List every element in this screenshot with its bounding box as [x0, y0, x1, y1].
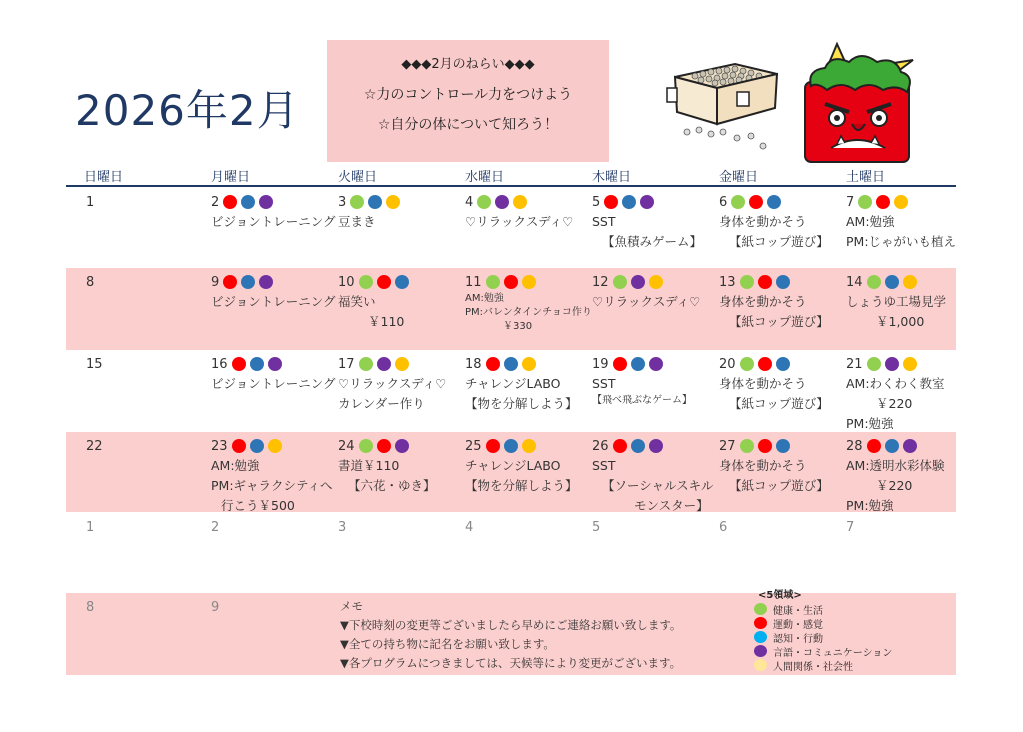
legend-dot — [754, 603, 767, 615]
day-number: 18 — [465, 356, 482, 372]
memo-heading: メモ — [340, 599, 363, 613]
day-header — [338, 192, 464, 212]
day-cell — [211, 354, 337, 394]
domain-dot-purple — [377, 357, 391, 371]
day-number: 3 — [338, 194, 347, 210]
domain-dot-red — [867, 439, 881, 453]
day-number: 26 — [592, 438, 609, 454]
domain-dot-green — [858, 195, 872, 209]
day-cell — [338, 192, 464, 232]
domain-dot-red — [486, 357, 500, 371]
legend-dot — [754, 659, 767, 671]
domain-dot-purple — [649, 357, 663, 371]
memo-line: ▼全ての持ち物に記名をお願い致します。 — [340, 637, 555, 651]
domain-dot-red — [876, 195, 890, 209]
monthly-goals-box — [327, 40, 609, 162]
event-text: 【紙コップ遊び】 — [729, 478, 829, 493]
day-cell — [86, 517, 212, 537]
day-number: 8 — [86, 599, 95, 615]
event-text: ♡リラックスディ♡ — [338, 376, 447, 391]
day-cell — [719, 272, 845, 332]
day-cell — [465, 192, 591, 232]
day-header — [465, 517, 591, 537]
day-header — [338, 517, 464, 537]
domain-dot-red — [749, 195, 763, 209]
day-number: 4 — [465, 194, 474, 210]
domain-dot-red — [377, 275, 391, 289]
domain-dot-green — [740, 439, 754, 453]
domain-dot-green — [477, 195, 491, 209]
domain-dot-yellow — [395, 357, 409, 371]
day-header — [465, 272, 591, 292]
day-cell — [465, 517, 591, 537]
event-text: 【紙コップ遊び】 — [729, 396, 829, 411]
week-row — [66, 350, 956, 430]
day-number: 2 — [211, 519, 220, 535]
legend-dot — [754, 645, 767, 657]
goal-line-2: ☆自分の体について知ろう！ — [377, 117, 559, 133]
day-cell — [86, 597, 212, 617]
domain-dot-green — [731, 195, 745, 209]
day-number: 7 — [846, 194, 855, 210]
day-cell — [719, 192, 845, 252]
legend-item: 人間関係・社会性 — [754, 658, 892, 672]
domain-dot-green — [350, 195, 364, 209]
day-cell — [338, 436, 464, 496]
day-header — [846, 517, 972, 537]
domain-dot-red — [232, 357, 246, 371]
event-text: ￥330 — [503, 321, 533, 332]
legend-item: 健康・生活 — [754, 602, 892, 616]
page-title: 2026年2月 — [75, 86, 300, 135]
day-header — [465, 436, 591, 456]
day-cell — [211, 597, 337, 617]
event-text: ￥220 — [876, 478, 913, 493]
domain-dot-green — [740, 275, 754, 289]
goals-heading: ◆◆◆2月のねらい◆◆◆ — [401, 57, 535, 72]
event-text: AM:勉強 — [211, 458, 260, 473]
day-header — [86, 517, 212, 537]
day-cell — [846, 354, 972, 434]
domain-dot-green — [359, 439, 373, 453]
event-text: しょうゆ工場見学 — [846, 294, 947, 309]
event-text: 【ソーシャルスキル — [602, 478, 714, 493]
domain-dot-blue — [395, 275, 409, 289]
event-text: 福笑い — [338, 294, 376, 309]
day-header — [211, 192, 337, 212]
domain-dot-purple — [631, 275, 645, 289]
week-row — [66, 513, 956, 591]
day-number: 6 — [719, 519, 728, 535]
event-text: チャレンジLABO — [465, 376, 561, 391]
event-text: PM:ギャラクシティへ — [211, 478, 333, 493]
day-cell — [592, 436, 718, 516]
domain-dot-blue — [885, 439, 899, 453]
event-text: ビジョントレーニング — [211, 294, 336, 309]
day-cell — [86, 354, 212, 374]
domain-dot-green — [740, 357, 754, 371]
domain-dot-yellow — [903, 357, 917, 371]
day-header — [338, 272, 464, 292]
domain-dot-yellow — [522, 275, 536, 289]
event-text: 身体を動かそう — [719, 376, 807, 391]
event-text: AM:勉強 — [846, 214, 895, 229]
day-number: 14 — [846, 274, 863, 290]
event-text: 行こう￥500 — [221, 498, 295, 513]
event-text: 【魚積みゲーム】 — [602, 234, 703, 249]
day-header — [846, 436, 972, 456]
event-text: AM:勉強 — [465, 293, 504, 304]
domain-dot-green — [486, 275, 500, 289]
event-text: ￥110 — [368, 314, 405, 329]
domain-dot-yellow — [513, 195, 527, 209]
domain-dot-red — [758, 275, 772, 289]
day-cell — [86, 436, 212, 456]
day-number: 11 — [465, 274, 482, 290]
day-number: 28 — [846, 438, 863, 454]
day-number: 5 — [592, 519, 601, 535]
day-number: 19 — [592, 356, 609, 372]
event-text: 豆まき — [338, 214, 376, 229]
day-header — [211, 272, 337, 292]
day-cell — [846, 517, 972, 537]
domain-dot-red — [223, 195, 237, 209]
day-number: 25 — [465, 438, 482, 454]
legend-item: 言語・コミュニケーション — [754, 644, 892, 658]
day-number: 2 — [211, 194, 220, 210]
event-text: 【紙コップ遊び】 — [729, 234, 829, 249]
day-number: 1 — [86, 194, 95, 210]
day-number: 22 — [86, 438, 103, 454]
event-text: ビジョントレーニング — [211, 376, 336, 391]
day-header — [86, 436, 212, 456]
domain-dot-purple — [495, 195, 509, 209]
day-header — [86, 272, 212, 292]
header-divider — [66, 185, 956, 187]
day-cell — [86, 272, 212, 292]
domain-dot-red — [758, 357, 772, 371]
day-number: 9 — [211, 599, 220, 615]
weekday-sat: 土曜日 — [846, 170, 886, 185]
domain-dot-purple — [640, 195, 654, 209]
day-number: 6 — [719, 194, 728, 210]
memo-section — [340, 597, 681, 673]
day-header — [846, 192, 972, 212]
domain-dot-yellow — [386, 195, 400, 209]
domain-dot-green — [359, 357, 373, 371]
day-number: 13 — [719, 274, 736, 290]
day-header — [211, 517, 337, 537]
domain-dot-blue — [776, 275, 790, 289]
weekday-thu: 木曜日 — [592, 170, 632, 185]
week-row — [66, 432, 956, 512]
day-cell — [719, 517, 845, 537]
domain-dot-blue — [631, 357, 645, 371]
day-number: 4 — [465, 519, 474, 535]
day-cell — [465, 272, 591, 334]
domain-dot-red — [613, 357, 627, 371]
domain-dot-red — [613, 439, 627, 453]
domain-dot-blue — [241, 195, 255, 209]
domain-dot-blue — [776, 357, 790, 371]
week-row — [66, 188, 956, 266]
day-cell — [338, 272, 464, 332]
domain-dot-purple — [259, 275, 273, 289]
day-cell — [338, 354, 464, 414]
domain-dot-red — [758, 439, 772, 453]
domain-dot-blue — [504, 439, 518, 453]
goal-line-1: ☆力のコントロール力をつけよう — [363, 87, 573, 103]
day-cell — [211, 517, 337, 537]
day-number: 23 — [211, 438, 228, 454]
domain-dot-red — [486, 439, 500, 453]
event-text: SST — [592, 214, 616, 229]
event-text: 身体を動かそう — [719, 294, 807, 309]
domain-dot-purple — [259, 195, 273, 209]
event-text: 【物を分解しよう】 — [465, 396, 578, 411]
event-text: ビジョントレーニング — [211, 214, 336, 229]
day-cell — [592, 354, 718, 408]
domain-dot-purple — [395, 439, 409, 453]
day-header — [719, 272, 845, 292]
domain-dot-green — [867, 275, 881, 289]
day-header — [592, 517, 718, 537]
domain-dot-red — [604, 195, 618, 209]
day-header — [338, 354, 464, 374]
domain-dot-blue — [250, 439, 264, 453]
day-cell — [846, 272, 972, 332]
domain-dot-yellow — [522, 357, 536, 371]
day-header — [592, 354, 718, 374]
domain-dot-green — [359, 275, 373, 289]
domain-dot-red — [504, 275, 518, 289]
domain-dot-red — [232, 439, 246, 453]
day-header — [211, 436, 337, 456]
day-number: 8 — [86, 274, 95, 290]
event-text: PM:バレンタインチョコ作り — [465, 307, 592, 318]
day-number: 24 — [338, 438, 355, 454]
domain-dot-yellow — [268, 439, 282, 453]
day-number: 1 — [86, 519, 95, 535]
red-oni-illustration — [797, 40, 922, 165]
domain-dot-yellow — [894, 195, 908, 209]
day-number: 20 — [719, 356, 736, 372]
event-text: カレンダー作り — [338, 396, 425, 411]
day-cell — [211, 436, 337, 516]
day-header — [719, 354, 845, 374]
event-text: AM:わくわく教室 — [846, 376, 945, 391]
event-text: 書道￥110 — [338, 458, 400, 473]
day-cell — [211, 192, 337, 232]
day-cell — [338, 517, 464, 537]
domain-dot-blue — [631, 439, 645, 453]
day-header — [592, 192, 718, 212]
day-cell — [592, 192, 718, 252]
event-text: 【飛べ飛ぶなゲーム】 — [592, 395, 692, 406]
domain-dot-blue — [776, 439, 790, 453]
day-cell — [719, 436, 845, 496]
domain-dot-blue — [368, 195, 382, 209]
domain-dot-blue — [622, 195, 636, 209]
weekday-tue: 火曜日 — [338, 170, 378, 185]
event-text: ♡リラックスディ♡ — [465, 214, 574, 229]
day-cell — [592, 272, 718, 312]
day-number: 17 — [338, 356, 355, 372]
domain-dot-purple — [885, 357, 899, 371]
day-number: 21 — [846, 356, 863, 372]
day-header — [86, 354, 212, 374]
day-header — [338, 436, 464, 456]
legend-item: 運動・感覚 — [754, 616, 892, 630]
day-header — [719, 436, 845, 456]
day-header — [846, 272, 972, 292]
day-header — [465, 354, 591, 374]
domain-dot-purple — [903, 439, 917, 453]
domain-dot-green — [867, 357, 881, 371]
day-header — [592, 436, 718, 456]
day-number: 7 — [846, 519, 855, 535]
day-header — [211, 354, 337, 374]
day-header — [719, 517, 845, 537]
day-header — [211, 597, 337, 617]
domain-dot-purple — [268, 357, 282, 371]
event-text: PM:じゃがいも植え — [846, 234, 957, 249]
domain-dot-blue — [250, 357, 264, 371]
domain-legend — [754, 589, 892, 672]
event-text: SST — [592, 376, 616, 391]
memo-line: ▼各プログラムにつきましては、天候等により変更がございます。 — [340, 656, 682, 670]
masu-beans-illustration — [665, 52, 785, 152]
weekday-wed: 水曜日 — [465, 170, 505, 185]
day-cell — [592, 517, 718, 537]
day-header — [86, 192, 212, 212]
day-header — [846, 354, 972, 374]
memo-line: ▼下校時刻の変更等ございましたら早めにご連絡お願い致します。 — [340, 618, 682, 632]
event-text: ￥1,000 — [876, 314, 925, 329]
event-text: ￥220 — [876, 396, 913, 411]
event-text: AM:透明水彩体験 — [846, 458, 945, 473]
day-header — [719, 192, 845, 212]
legend-item: 認知・行動 — [754, 630, 892, 644]
day-header — [86, 597, 212, 617]
day-number: 10 — [338, 274, 355, 290]
domain-dot-blue — [241, 275, 255, 289]
event-text: 身体を動かそう — [719, 458, 807, 473]
event-text: PM:勉強 — [846, 498, 894, 513]
event-text: SST — [592, 458, 616, 473]
legend-dot — [754, 617, 767, 629]
event-text: モンスター】 — [634, 498, 709, 513]
day-number: 3 — [338, 519, 347, 535]
day-header — [592, 272, 718, 292]
day-cell — [846, 436, 972, 516]
event-text: PM:勉強 — [846, 416, 894, 431]
event-text: 身体を動かそう — [719, 214, 807, 229]
event-text: ♡リラックスディ♡ — [592, 294, 701, 309]
day-cell — [465, 436, 591, 496]
day-cell — [86, 192, 212, 212]
weekday-header — [66, 166, 956, 186]
day-cell — [465, 354, 591, 414]
domain-dot-blue — [767, 195, 781, 209]
domain-dot-blue — [885, 275, 899, 289]
domain-dot-green — [613, 275, 627, 289]
week-row — [66, 268, 956, 350]
domain-dot-yellow — [903, 275, 917, 289]
day-header — [465, 192, 591, 212]
domain-dot-purple — [649, 439, 663, 453]
day-number: 12 — [592, 274, 609, 290]
legend-dot — [754, 631, 767, 643]
weekday-mon: 月曜日 — [211, 170, 251, 185]
domain-dot-blue — [504, 357, 518, 371]
event-text: 【紙コップ遊び】 — [729, 314, 829, 329]
day-number: 15 — [86, 356, 103, 372]
event-text: 【六花・ゆき】 — [348, 478, 436, 493]
domain-dot-red — [377, 439, 391, 453]
event-text: チャレンジLABO — [465, 458, 561, 473]
day-number: 9 — [211, 274, 220, 290]
day-number: 16 — [211, 356, 228, 372]
weekday-fri: 金曜日 — [719, 170, 759, 185]
day-cell — [719, 354, 845, 414]
domain-dot-yellow — [649, 275, 663, 289]
event-text: 【物を分解しよう】 — [465, 478, 578, 493]
domain-dot-red — [223, 275, 237, 289]
day-cell — [846, 192, 972, 252]
legend-title: <5領域> — [758, 590, 802, 601]
day-number: 5 — [592, 194, 601, 210]
day-cell — [211, 272, 337, 312]
weekday-sun: 日曜日 — [84, 170, 124, 185]
domain-dot-yellow — [522, 439, 536, 453]
day-number: 27 — [719, 438, 736, 454]
